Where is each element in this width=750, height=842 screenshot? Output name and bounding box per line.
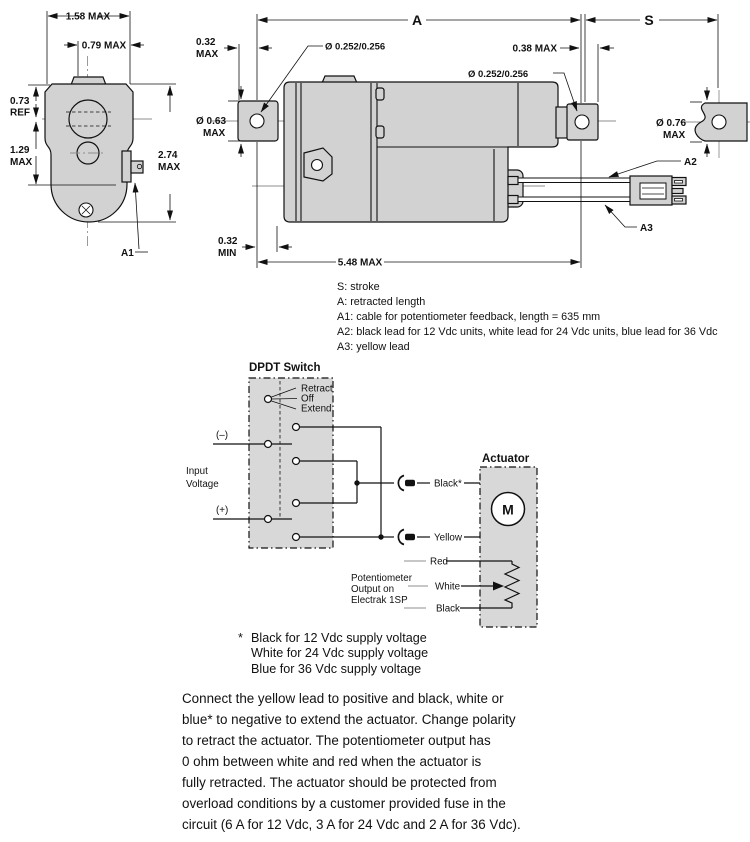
end-view: [10, 11, 181, 259]
drawing-legend: [337, 280, 718, 355]
dim-0-32-min: [218, 226, 292, 259]
voltage-footnote: [238, 631, 428, 677]
svg-text:White: White: [435, 581, 461, 593]
legend-line: S: stroke: [337, 281, 380, 293]
label-a2: [609, 157, 697, 177]
paragraph-line: overload conditions by a customer provided fuse in the: [182, 796, 506, 811]
dim-0-79-max: [64, 41, 144, 77]
bracket-hole: [312, 160, 323, 171]
tube-clip: [376, 88, 384, 100]
svg-text:REF: REF: [10, 107, 30, 119]
dim-0-32-max: [196, 37, 272, 100]
svg-text:Ø 0.63: Ø 0.63: [196, 116, 227, 127]
svg-text:Voltage: Voltage: [186, 479, 219, 490]
paragraph-line: blue* to negative to extend the actuator. Change polarity: [182, 712, 516, 727]
svg-text:A2: A2: [684, 157, 697, 168]
actuator-title: Actuator: [482, 453, 530, 465]
svg-text:MAX: MAX: [663, 130, 686, 141]
bullet-receptacle-icon: [398, 476, 404, 491]
side-view: [196, 12, 750, 269]
svg-text:0.79 MAX: 0.79 MAX: [81, 40, 127, 52]
connection-instructions: [182, 688, 521, 835]
bullet-plug-icon: [405, 534, 415, 540]
svg-text:Ø 0.252/0.256: Ø 0.252/0.256: [325, 41, 386, 53]
svg-text:1.58 MAX: 1.58 MAX: [65, 11, 111, 23]
svg-text:A3: A3: [640, 223, 653, 234]
svg-text:0.73: 0.73: [10, 96, 30, 107]
extended-rod-end-hole: [712, 115, 726, 129]
svg-text:Output on: Output on: [351, 584, 395, 595]
dpdt-switch-title: DPDT Switch: [249, 362, 321, 374]
rear-mounting-hole: [250, 114, 264, 128]
dim-dia-0-63-max: [196, 86, 241, 157]
svg-text:0.38 MAX: 0.38 MAX: [512, 43, 557, 55]
legend-line: A2: black lead for 12 Vdc units, white lead for 24 Vdc units, blue lead for 36 Vdc: [337, 325, 718, 338]
wire-terminal: [508, 196, 518, 204]
svg-text:MAX: MAX: [10, 157, 33, 168]
svg-text:Extend: Extend: [301, 403, 332, 415]
svg-text:MAX: MAX: [158, 162, 181, 173]
svg-text:1.29: 1.29: [10, 145, 30, 156]
legend-line: A: retracted length: [337, 295, 426, 308]
svg-text:0.32: 0.32: [218, 236, 238, 247]
svg-text:Retract: Retract: [301, 383, 333, 395]
paragraph-line: circuit (6 A for 12 Vdc, 3 A for 24 Vdc and 2 A for 36 Vdc).: [182, 817, 521, 832]
dim-0-73-ref: [10, 85, 50, 119]
front-mounting-hole: [575, 115, 589, 129]
footnote-line: Blue for 36 Vdc supply voltage: [251, 661, 422, 676]
svg-text:Ø 0.76: Ø 0.76: [656, 118, 687, 129]
connector-plate: [122, 151, 131, 182]
lead-connector-plug: [630, 176, 686, 205]
lead-wire-a2: [518, 178, 630, 183]
paragraph-line: fully retracted. The actuator should be protected from: [182, 775, 497, 790]
svg-text:Electrak 1SP: Electrak 1SP: [351, 595, 408, 606]
svg-text:Black*: Black*: [434, 478, 462, 490]
wiring-diagram: [186, 362, 537, 627]
svg-text:Red: Red: [430, 556, 448, 568]
svg-text:MIN: MIN: [218, 248, 237, 259]
svg-text:Off: Off: [301, 393, 314, 405]
lead-wire-a3: [518, 197, 630, 202]
actuator-box: [480, 467, 537, 627]
svg-text:Black: Black: [436, 603, 460, 615]
label-a3: [605, 205, 653, 234]
svg-text:0.32: 0.32: [196, 37, 216, 48]
svg-text:MAX: MAX: [203, 128, 226, 139]
tube-bore-circle: [69, 100, 107, 138]
dim-5-48-max: [258, 258, 580, 269]
svg-text:MAX: MAX: [196, 49, 219, 60]
paragraph-line: to retract the actuator. The potentiometer output has: [182, 733, 491, 748]
svg-text:Yellow: Yellow: [434, 532, 462, 544]
dim-s-stroke: [585, 12, 718, 102]
svg-text:A: A: [411, 12, 423, 28]
tube-clip: [376, 126, 384, 138]
bullet-receptacle-icon: [398, 530, 404, 545]
svg-text:Input: Input: [186, 466, 208, 477]
paragraph-line: Connect the yellow lead to positive and black, white or: [182, 691, 504, 706]
footnote-asterisk: *: [238, 631, 243, 645]
svg-text:2.74: 2.74: [158, 150, 178, 161]
bullet-plug-icon: [405, 480, 415, 486]
motor-label: M: [502, 501, 514, 518]
wire-terminal: [508, 177, 518, 185]
footnote-line: Black for 12 Vdc supply voltage: [251, 631, 427, 645]
svg-text:S: S: [644, 12, 654, 28]
legend-line: A3: yellow lead: [337, 340, 410, 353]
paragraph-line: 0 ohm between white and red when the actuator is: [182, 754, 482, 769]
svg-text:(–): (–): [216, 430, 228, 441]
svg-text:5.48 MAX: 5.48 MAX: [337, 257, 383, 269]
svg-text:Potentiometer: Potentiometer: [351, 573, 412, 584]
legend-line: A1: cable for potentiometer feedback, length = 635 mm: [337, 310, 601, 323]
footnote-line: White for 24 Vdc supply voltage: [251, 646, 429, 661]
svg-text:(+): (+): [216, 505, 229, 516]
svg-text:Ø 0.252/0.256: Ø 0.252/0.256: [468, 69, 529, 80]
svg-text:A1: A1: [121, 248, 134, 259]
